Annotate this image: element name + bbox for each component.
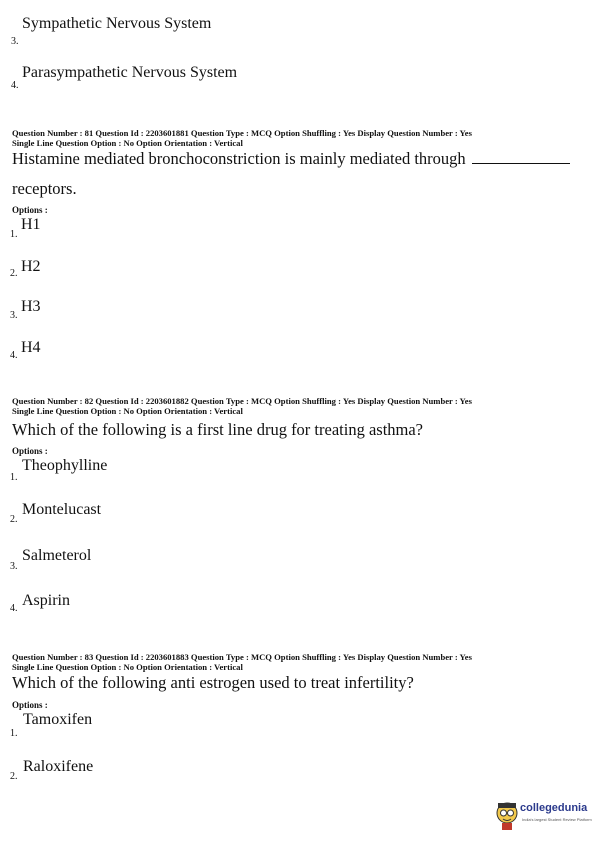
option-number: 1. <box>10 728 18 739</box>
question-text: Which of the following is a first line drug for treating asthma? <box>12 420 424 439</box>
option-text: Theophylline <box>22 457 108 474</box>
logo-wordmark: collegedunia <box>520 802 588 814</box>
answer-blank <box>472 162 570 164</box>
question-text-line: Histamine mediated bronchoconstriction is mainly mediated through <box>12 149 466 168</box>
question-meta-line: Question Number : 81 Question Id : 2203601881 Question Type : MCQ Option Shuffling : Yes Display Question Number : Yes <box>12 128 472 138</box>
question-meta-line: Single Line Question Option : No Option Orientation : Vertical <box>12 406 243 416</box>
option-text: Parasympathetic Nervous System <box>22 64 238 81</box>
option-number: 3. <box>10 310 18 321</box>
option-number: 3. <box>11 36 19 47</box>
option-number: 2. <box>10 268 18 279</box>
option-number: 4. <box>11 80 19 91</box>
option-number: 2. <box>10 514 18 525</box>
question-meta-line: Question Number : 83 Question Id : 2203601883 Question Type : MCQ Option Shuffling : Yes Display Question Number : Yes <box>12 652 472 662</box>
option-number: 1. <box>10 472 18 483</box>
option-text: H4 <box>21 339 41 356</box>
option-number: 4. <box>10 350 18 361</box>
question-meta-line: Question Number : 82 Question Id : 2203601882 Question Type : MCQ Option Shuffling : Yes Display Question Number : Yes <box>12 396 472 406</box>
option-text: Raloxifene <box>23 758 94 775</box>
option-number: 2. <box>10 771 18 782</box>
option-text: H1 <box>21 216 41 233</box>
option-text: Salmeterol <box>22 547 92 564</box>
option-text: Tamoxifen <box>23 711 93 728</box>
mascot-icon <box>496 801 518 831</box>
collegedunia-logo <box>496 799 592 833</box>
option-text: Aspirin <box>22 592 70 609</box>
question-text-line: receptors. <box>12 179 77 198</box>
option-text: H3 <box>21 298 41 315</box>
option-text: Sympathetic Nervous System <box>22 15 212 32</box>
question-meta-line: Single Line Question Option : No Option Orientation : Vertical <box>12 138 243 148</box>
question-text <box>12 149 570 169</box>
option-number: 4. <box>10 603 18 614</box>
question-text: Which of the following anti estrogen used to treat infertility? <box>12 673 414 692</box>
option-number: 1. <box>10 229 18 240</box>
options-label: Options : <box>12 205 48 215</box>
option-text: H2 <box>21 258 41 275</box>
question-meta <box>12 652 472 672</box>
logo-tagline: India's largest Student Review Platform <box>522 817 592 822</box>
question-meta-line: Single Line Question Option : No Option Orientation : Vertical <box>12 662 243 672</box>
options-label: Options : <box>12 446 48 456</box>
option-number: 3. <box>10 561 18 572</box>
option-text: Montelucast <box>22 501 102 518</box>
options-label: Options : <box>12 700 48 710</box>
question-meta <box>12 128 472 148</box>
question-meta <box>12 396 472 416</box>
